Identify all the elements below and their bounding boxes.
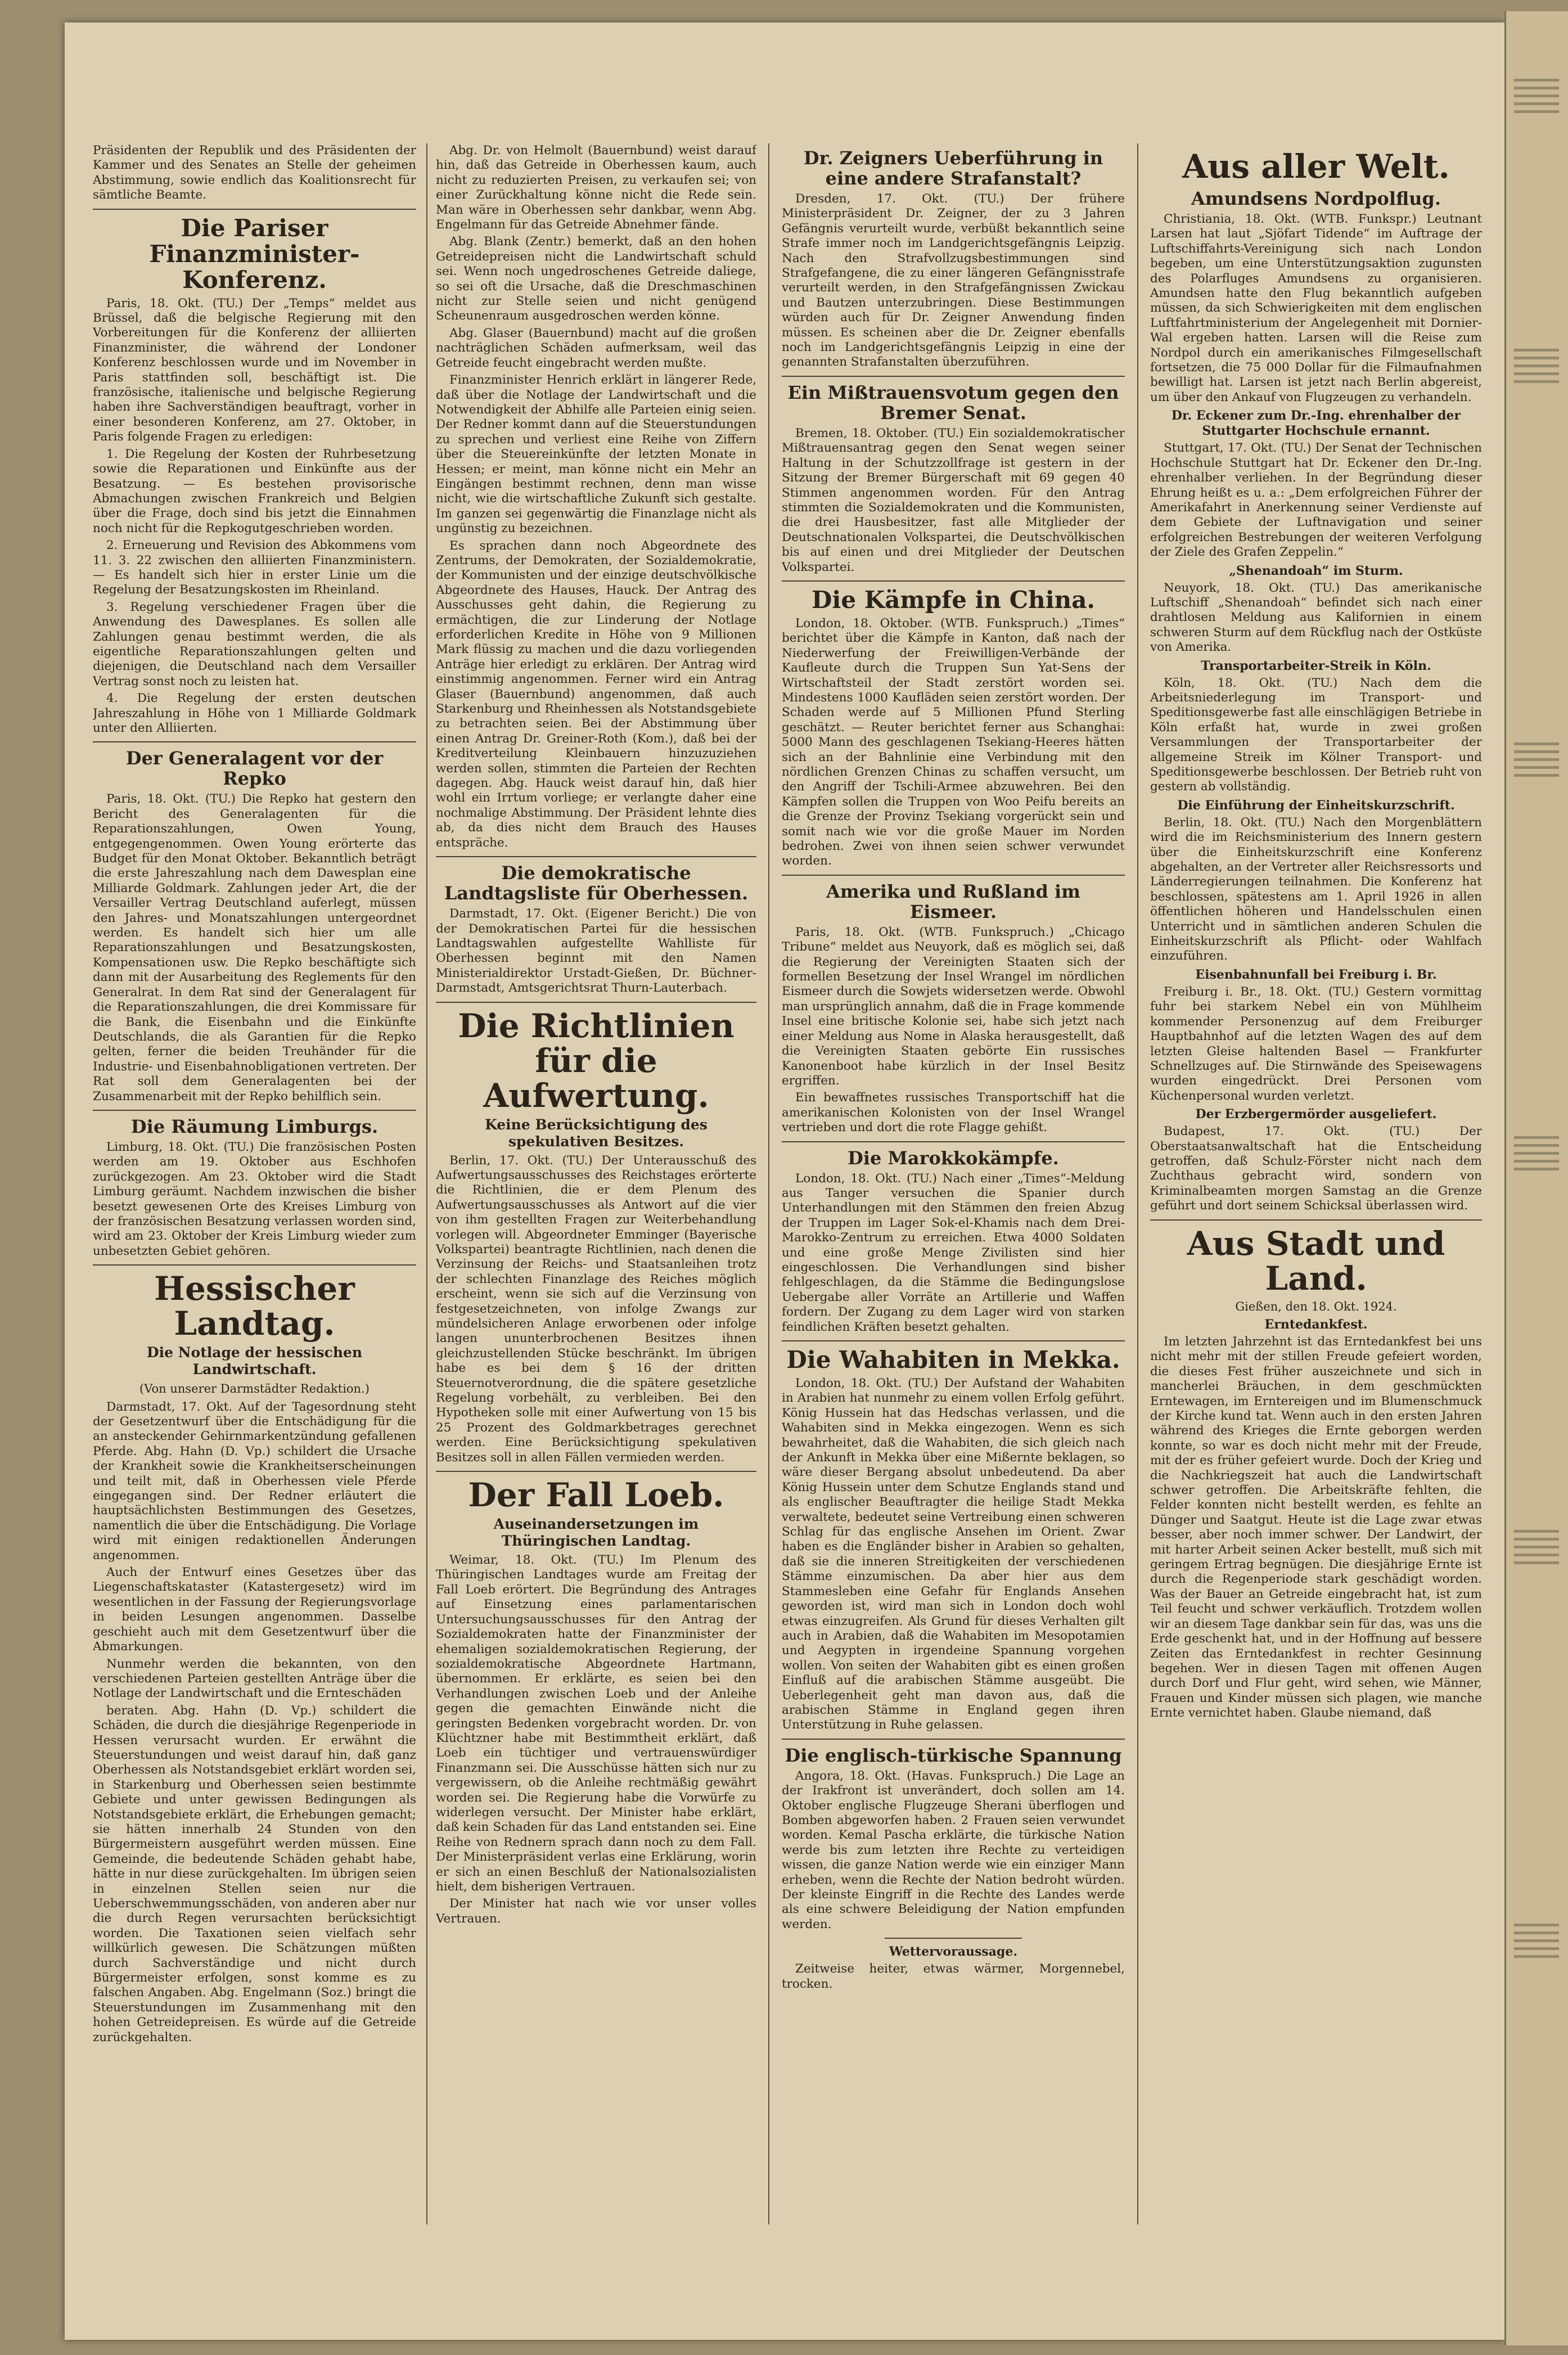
- headline-koeln: Transportarbeiter-Streik in Köln.: [1201, 658, 1431, 673]
- paragraph: Freiburg i. Br., 18. Okt. (TU.) Gestern vormittag fuhr bei starkem Nebel ein von Mühlheim kommender Personenzug auf dem Freiburger Hauptbahnhof auf die letzten Wagen des auf dem letzten Gleise haltenden Basel — Frankfurter Schnellzuges auf. Die Stirnwände des Speisewagens wurden eingedrückt. Drei Personen vom Küchenpersonal wurden verletzt.: [1150, 984, 1482, 1103]
- headline-erzberger: Der Erzbergermörder ausgeliefert.: [1195, 1107, 1437, 1122]
- headline-landtag: Hessischer Landtag.: [154, 1269, 355, 1343]
- headline-bremen: Ein Mißtrauensvotum gegen den Bremer Senat.: [787, 381, 1119, 424]
- paragraph: Zeitweise heiter, etwas wärmer, Morgennebel, trocken.: [782, 1962, 1125, 1991]
- column-rule: [1137, 143, 1138, 2225]
- paragraph: beraten. Abg. Hahn (D. Vp.) schildert die Schäden, die durch die diesjährige Regenperiode in Hessen verursacht wurden. Er erwähnt die Steuerstundungen und weist darauf hin, daß ganz Oberhessen als Notstandsgebiet erklärt worden sei, in Starkenburg und Oberhessen seien bestimmte Gebiete und unter gewissen Bedingungen als Notstandsgebiete erklärt, die Erhebungen gemacht; sie hätten innerhalb 24 Stunden von den Bürgermeistern ausgeführt werden müssen. Eine Gemeinde, die bedeutende Schäden gehabt habe, hätte in nur diese zurückgehalten. Im übrigen seien in einzelnen Stellen seien nur die Ueberschwemmungsschäden, von anderen aber nur die durch Regen verursachten berücksichtigt worden. Die Taxationen seien vielfach sehr willkürlich gewesen. Die Schätzungen müßten durch Sachverständige und nicht durch Bürgermeister erfolgen, sonst komme es zu falschen Angaben. Abg. Engelmann (Soz.) bringt die Steuerstundungen im Zusammenhang mit den hohen Getreidepreisen. Es würde auf die Getreide zurückgehalten.: [93, 1703, 416, 2045]
- divider: [782, 580, 1125, 582]
- paragraph: Neuyork, 18. Okt. (TU.) Das amerikanische Luftschiff „Shenandoah“ befindet sich nach einer drahtlosen Meldung aus Kalifornien in einem schweren Sturm auf dem Rückflug nach der Ostküste von Amerika.: [1150, 580, 1482, 655]
- paragraph: Stuttgart, 17. Okt. (TU.) Der Senat der Technischen Hochschule Stuttgart hat Dr. Eckener den Dr.-Ing. ehrenhalber verliehen. In der Begründung dieser Ehrung heißt es u. a.: „Dem erfolgreichen Führer der Amerikafahrt in Anerkennung seiner Verdienste auf dem Gebiete der Luftnavigation und seiner erfolgreichen Bestrebungen der weiteren Verfolgung der Ziele des Grafen Zeppelin.“: [1150, 441, 1482, 560]
- paragraph: Abg. Blank (Zentr.) bemerkt, daß an den hohen Getreidepreisen nicht die Landwirtschaft schuld sei. Wenn noch ungedroschenes Getreide daliege, so sei oft die Ursache, daß die Dreschmaschinen nicht zur Stelle seien und nicht genügend Scheunenraum ausgedroschen werden könne.: [436, 235, 756, 323]
- subheadline: Auseinandersetzungen im Thüringischen Landtag.: [493, 1516, 699, 1550]
- paragraph: Finanzminister Henrich erklärt in längerer Rede, daß über die Notlage der Landwirtschaft und die Notwendigkeit der Abhilfe alle Parteien einig seien. Der Redner kommt dann auf die Steuerstundungen zu sprechen und verliest eine Reihe von Ziffern über die Steuereinkünfte der letzten Monate in Hessen; er meint, man könne nicht ein Mehr an Eingängen bestimmt rechnen, denn man wisse nicht, wie die wirtschaftliche Zukunft sich gestalte. Im ganzen sei gegenwärtig die Finanzlage nicht als ungünstig zu bezeichnen.: [436, 373, 756, 536]
- paragraph: Angora, 18. Okt. (Havas. Funkspruch.) Die Lage an der Irakfront ist unverändert, doch sollen am 14. Oktober englische Flugzeuge Sherani überflogen und Bomben abgeworfen haben. 2 Frauen seien verwundet worden. Kemal Pascha erklärte, die türkische Nation werde bis zum letzten ihre Rechte zu verteidigen wissen, die ganze Nation werde wie ein einziger Mann erheben, wenn die Rechte der Nation bedroht würden. Der kleinste Eingriff in die Rechte des Landes werde als eine schwere Beleidigung der Nation empfunden werden.: [782, 1768, 1125, 1931]
- paragraph: Berlin, 18. Okt. (TU.) Nach den Morgenblättern wird die im Reichsministerium des Innern gestern über die Einheitskurzschrift eine Konferenz abgehalten, an der Vertreter aller Reichsressorts und Länderregierungen teilnahmen. Die Konferenz hat beschlossen, spätestens am 1. April 1926 in allen öffentlichen höheren und Handelsschulen einen Unterricht und in sämtlichen anderen Schulen die Einheitskurzschrift als Pflicht- oder Wahlfach einzuführen.: [1150, 815, 1482, 963]
- column-2: [436, 143, 756, 2236]
- headline-kurzschrift: Die Einführung der Einheitskurzschrift.: [1177, 798, 1455, 813]
- paragraph: Abg. Glaser (Bauernbund) macht auf die großen nachträglichen Schäden aufmerksam, weil das Getreide feucht eingebracht werden mußte.: [436, 326, 756, 370]
- column-1: [93, 143, 416, 2236]
- divider: [782, 376, 1125, 377]
- paragraph: Weimar, 18. Okt. (TU.) Im Plenum des Thüringischen Landtages wurde am Freitag der Fall Loeb erörtert. Die Begründung des Antrages auf Einsetzung eines parlamentarischen Untersuchungsausschusses für den Antrag der Sozialdemokraten hatte der Finanzminister der ehemaligen sozialdemokratischen Regierung, der sozialdemokratische Abgeordnete Hartmann, übernommen. Er erklärte, es seien bei den Verhandlungen zwischen Loeb und der Anleihe gegen die gemachten Einwände nicht die geringsten Bedenken vorgebracht worden. Dr. von Klüchtzner habe mit Bestimmtheit erklärt, daß Loeb ein tüchtiger und vertrauenswürdiger Finanzmann sei. Die Ausschüsse hätten sich nur zu vergewissern, ob die Anleihe rechtmäßig gewährt worden sei. Die Regierung habe die Vorwürfe zu widerlegen versucht. Der Minister habe erklärt, daß kein Schaden für das Land entstanden sei. Eine Reihe von Rednern sprach dann noch zu dem Fall. Der Ministerpräsident verlas eine Erklärung, worin er sich an einen Beschluß der Nationalsozialisten hielt, dem bisherigen Vertrauen.: [436, 1553, 756, 1894]
- byline: (Von unserer Darmstädter Redaktion.): [139, 1382, 370, 1396]
- headline-freiburg: Eisenbahnunfall bei Freiburg i. Br.: [1195, 967, 1437, 982]
- paragraph: Ein bewaffnetes russisches Transportschiff hat die amerikanischen Kolonisten von der Insel Wrangel vertrieben und dort die rote Flagge gehißt.: [782, 1091, 1125, 1135]
- divider: [782, 1141, 1125, 1142]
- subheadline: Die Notlage der hessischen Landwirtschaft.: [146, 1344, 363, 1378]
- headline-aufwertung: Die Richtlinien für die Aufwertung.: [458, 1006, 735, 1115]
- paragraph: Darmstadt, 17. Okt. Auf der Tagesordnung steht der Gesetzentwurf über die Entschädigung für die an ansteckender Gehirnmarkentzündung gefallenen Pferde. Abg. Hahn (D. Vp.) schildert die Ursache der Krankheit sowie die Krankheitserscheinungen und teilt mit, daß in Oberhessen viele Pferde eingegangen sind. Der Redner erläutert die hauptsächlichsten Bestimmungen des Gesetzes, namentlich die über die Entschädigung. Die Vorlage wird mit einigen redaktionellen Änderungen angenommen.: [93, 1399, 416, 1563]
- divider: [885, 1938, 1022, 1939]
- divider: [436, 1471, 756, 1472]
- headline-finanzminister: Die Pariser Finanzminister-Konferenz.: [149, 214, 360, 294]
- divider: [93, 1264, 416, 1266]
- paragraph: Berlin, 17. Okt. (TU.) Der Unterausschuß des Aufwertungsausschusses des Reichstages erörterte die Richtlinien, die er dem Plenum des Aufwertungsausschusses als Antwort auf die vier von ihm gestellten Fragen zur Weiterbehandlung vorlegen will. Abgeordneter Emminger (Bayerische Volkspartei) beantragte Richtlinien, nach denen die Verzinsung der Reichs- und Staatsanleihen trotz der schlechten Finanzlage des Reiches möglich erscheint, wenn sie sich auf die Verzinsung von festgesetzeichneten, von infolge Zwangs zur mündelsicheren Anlage erworbenen oder infolge langen ununterbrochenen Besitzes ihnen gleichzustellenden Stücke beschränkt. Im übrigen habe es bei dem § 16 der dritten Steuernotverordnung, die die spätere gesetzliche Regelung vorbehält, zu verbleiben. Bei den Hypotheken solle mit einer Aufwertung von 15 bis 25 Prozent des Goldmarkbetrages gerechnet werden. Eine Berücksichtigung spekulativen Besitzes soll in allen Fällen vermieden werden.: [436, 1153, 756, 1465]
- headline-eismeer: Amerika und Rußland im Eismeer.: [826, 880, 1080, 922]
- subheadline: Keine Berücksichtigung des spekulativen Besitzes.: [485, 1116, 708, 1150]
- paragraph: Darmstadt, 17. Okt. (Eigener Bericht.) Die von der Demokratischen Partei für die hessischen Landtagswahlen aufgestellte Wahlliste für Oberhessen beginnt mit den Namen Ministerialdirektor Urstadt-Gießen, Dr. Büchner-Darmstadt, Amtsgerichtsrat Thurn-Lauterbach.: [436, 907, 756, 996]
- headline-landtagsliste: Die demokratische Landtagsliste für Oberhessen.: [444, 862, 749, 904]
- divider: [782, 1340, 1125, 1341]
- divider: [93, 209, 416, 210]
- paragraph: Limburg, 18. Okt. (TU.) Die französischen Posten werden am 19. Oktober aus Eschhofen zurückgezogen. Am 23. Oktober wird die Stadt Limburg geräumt. Nachdem inzwischen die bisher besetzt gewesenen Orte des Kreises Limburg von der französischen Besatzung verlassen worden sind, wird am 23. Oktober der Kreis Limburg wieder zum unbesetzten Gebiet gehören.: [93, 1140, 416, 1258]
- paragraph: Paris, 18. Okt. (TU.) Die Repko hat gestern den Bericht des Generalagenten für die Reparationszahlungen, Owen Young, entgegengenommen. Owen Young erörterte das Budget für den Monat Oktober. Bekanntlich beträgt die erste Jahreszahlung nach dem Dawesplan eine Milliarde Goldmark. Zahlungen jeder Art, die der Versailler Vertrag Deutschland auferlegt, müssen den Jahres- und Monatszahlungen untergeordnet werden. Es handelt sich hier um alle Reparationszahlungen und Besatzungskosten, Kompensationen usw. Die Repko beschäftigte sich dann mit der Ausarbeitung des Reglements für den Generalrat. In dem Rat sind der Generalagent für die Reparationszahlungen, die drei Kommissare für die Bank, die Eisenbahn und die Einkünfte Deutschlands, die als Garantien für die Repko gelten, ferner die beiden Treuhänder für die Industrie- und Eisenbahnobligationen vertreten. Der Rat soll dem Generalagenten bei der Zusammenarbeit mit der Repko behilflich sein.: [93, 792, 416, 1104]
- divider: [93, 1110, 416, 1111]
- adjacent-page-edge: [1504, 11, 1568, 2345]
- paragraph: Paris, 18. Okt. (TU.) Der „Temps“ meldet aus Brüssel, daß die belgische Regierung mit den Vorbereitungen für die Konferenz der alliierten Finanzminister, die während der Londoner Konferenz beschlossen wurde und im November in Paris stattfinden soll, beschäftigt ist. Die französische, italienische und belgische Regierung haben ihre Sachverständigen beauftragt, vorher in einer besonderen Konferenz, am 27. Oktober, in Paris folgende Fragen zu erledigen:: [93, 296, 416, 444]
- paragraph: Nunmehr werden die bekannten, von den verschiedenen Parteien gestellten Anträge über die Notlage der Landwirtschaft und die Ernteschäden: [93, 1656, 416, 1701]
- paragraph: 3. Regelung verschiedener Fragen über die Anwendung des Dawesplanes. Es sollen alle Zahlungen genau bestimmt werden, die als eigentliche Reparationszahlungen gelten und diejenigen, die Deutschland nach dem Versailler Vertrag sonst noch zu leisten hat.: [93, 600, 416, 688]
- divider: [1150, 1219, 1482, 1221]
- headline-eckener: Dr. Eckener zum Dr.-Ing. ehrenhalber der Stuttgarter Hochschule ernannt.: [1171, 408, 1461, 439]
- paragraph: Christiania, 18. Okt. (WTB. Funkspr.) Leutnant Larsen hat laut „Sjöfart Tidende“ im Auftrage der Luftschiffahrts-Vereinigung sich nach London begeben, um eine Unterstützungsaktion zugunsten des Polarfluges Amundsens zu organisieren. Amundsen hatte den Flug bekanntlich aufgeben müssen, da sich Schwierigkeiten mit dem englischen Luftfahrtministerium der Angelegenheit mit Dornier-Wal ergeben hatten. Larsen will die Reise zum Nordpol durch ein amerikanisches Filmgesellschaft fortsetzen, die 75 000 Dollar für die Filmaufnahmen bewilligt hat. Larsen ist jetzt nach Berlin abgereist, um über den Ankauf von Flugzeugen zu verhandeln.: [1150, 212, 1482, 404]
- intro-text: Präsidenten der Republik und des Präsidenten der Kammer und des Senates an Stelle der geheimen Abstimmung, sowie endlich das Koalitionsrecht für sämtliche Beamte.: [93, 143, 416, 202]
- paragraph: London, 18. Okt. (TU.) Der Aufstand der Wahabiten in Arabien hat nunmehr zu einem vollen Erfolg geführt. König Hussein hat das Hedschas verlassen, und die Wahabiten sind in Mekka eingezogen. Wenn es sich bewahrheitet, daß die Wahabiten, die sich gleich nach der Ankunft in Mekka über eine Mißernte beklagen, so wäre dieser Bergang absolut unbedeutend. Da aber König Hussein unter dem Schutze Englands stand und als englischer Beauftragter die heilige Stadt Mekka verwaltete, bedeutet seine Vertreibung einen schweren Schlag für das englische Ansehen im Orient. Zwar haben es die Engländer bisher in Arabien so gehalten, daß sie die inneren Streitigkeiten der verschiedenen Stämme einzumischen. Da aber hier aus dem Stammesleben eine Gefahr für Englands Ansehen geworden ist, wird man sich in London doch wohl etwas einzugreifen. Als Grund für dieses Verhalten gilt auch in Arabien, daß die Wahabiten im Mesopotamien und Aegypten in irgendeine Spannung vorgehen wollen. Von seiten der Wahabiten gibt es einen großen Einfluß auf die arabischen Stämme ausgeübt. Die Ueberlegenheit geht man davon aus, daß die arabischen Stämme in England gegen ihren Unterstützung in Ruhe gelassen.: [782, 1376, 1125, 1732]
- paragraph: Auch der Entwurf eines Gesetzes über das Liegenschaftskataster (Katastergesetz) wird im wesentlichen in der Fassung der Regierungsvorlage in beiden Lesungen angenommen. Dasselbe geschieht auch mit dem Gesetzentwurf über die Abmarkungen.: [93, 1565, 416, 1654]
- paragraph: London, 18. Oktober. (WTB. Funkspruch.) „Times“ berichtet über die Kämpfe in Kanton, daß nach der Niederwerfung der Freiwilligen-Verbände der Kaufleute durch die Truppen Sun Yat-Sens der Wirtschaftsteil der Stadt zerstört worden sei. Mindestens 1000 Kaufläden seien zerstört worden. Der Schaden werde auf 5 Millionen Pfund Sterling geschätzt. — Reuter berichtet ferner aus Schanghai: 5000 Mann des geschlagenen Tsekiang-Heeres hätten sich an der Bahnlinie eine Verbindung mit den nördlichen Grenzen Chinas zu schaffen versucht, um den Angriff der Tschili-Armee abzuwehren. Bei den Kämpfen sollen die Truppen von Woo Peifu bereits an die Grenze der Provinz Tsekiang vorgerückt sein und somit nach wie vor die große Mauer im Norden bedrohen. Zwei von ihnen seien schwer verwundet worden.: [782, 616, 1125, 868]
- paragraph: Im letzten Jahrzehnt ist das Erntedankfest bei uns nicht mehr mit der stillen Freude gefeiert worden, die dieses Fest früher auszeichnete und sich in mancherlei Bräuchen, in dem geschmückten Erntewagen, im Erntereigen und im Blumenschmuck der Kirche kund tat. Wenn auch in den ersten Jahren während des Krieges die Ernte geborgen werden konnte, so war es doch nicht mehr mit der Freude, mit der es früher gefeiert wurde. Doch der Krieg und die Nachkriegszeit hat auch die Landwirtschaft schwer getroffen. Die Arbeitskräfte fehlten, die Felder konnten nicht bestellt werden, es fehlte an Dünger und Saatgut. Heute ist die Lage zwar etwas besser, aber noch immer schwer. Der Landwirt, der mit harter Arbeit seinen Acker bestellt, muß sich mit geringem Ertrag begnügen. Die diesjährige Ernte ist durch die Regenperiode stark geschädigt worden. Was der Bauer an Getreide eingebracht hat, ist zum Teil feucht und schwer verkäuflich. Trotzdem wollen wir an diesem Tage dankbar sein für das, was uns die Erde geschenkt hat, und in der Hoffnung auf bessere Zeiten das Erntedankfest in rechter Gesinnung begehen. Wer in diesen Tagen mit offenen Augen durch Dorf und Flur geht, wird sehen, wie Männer, Frauen und Kinder müssen sich plagen, wie manche Ernte vernichtet haben. Glaube niemand, daß: [1150, 1334, 1482, 1721]
- paragraph: 2. Erneuerung und Revision des Abkommens vom 11. 3. 22 zwischen den alliierten Finanzministern. — Es handelt sich hier in erster Linie um die Regelung der Besatzungskosten im Rheinland.: [93, 538, 416, 597]
- column-rule: [768, 143, 769, 2225]
- paragraph: Dresden, 17. Okt. (TU.) Der frühere Ministerpräsident Dr. Zeigner, der zu 3 Jahren Gefängnis verurteilt wurde, verbüßt bekanntlich seine Strafe immer noch im Landgerichtsgefängnis Leipzig. Nach den Strafvollzugsbestimmungen sind Strafgefangene, die zu einer längeren Gefängnisstrafe verurteilt werden, in den Strafgefängnissen Zwickau und Bautzen unterzubringen. Diese Bestimmungen würden auch für Dr. Zeigner Anwendung finden müssen. Es scheinen aber die Dr. Zeigner ebenfalls noch im Landgerichtsgefängnis Leipzig in eine der genannten Strafanstalten überzuführen.: [782, 192, 1125, 370]
- column-rule: [426, 143, 427, 2225]
- divider: [436, 1002, 756, 1003]
- headline-fall-loeb: Der Fall Loeb.: [468, 1476, 724, 1515]
- headline-amundsen: Amundsens Nordpolflug.: [1191, 188, 1441, 209]
- paragraph: 1. Die Regelung der Kosten der Ruhrbesetzung sowie die Reparationen und Einkünfte aus der Besatzung. — Es bestehen provisorische Abmachungen zwischen Frankreich und Belgien über die Frage, doch sind bis jetzt die Einnahmen noch nicht für die Repkogutgeschrieben worden.: [93, 447, 416, 535]
- paragraph: Bremen, 18. Oktober. (TU.) Ein sozialdemokratischer Mißtrauensantrag gegen den Senat wegen seiner Haltung in der Schutzzollfrage ist gestern in der Sitzung der Bremer Bürgerschaft mit 69 gegen 40 Stimmen angenommen worden. Für den Antrag stimmten die Sozialdemokraten und die Kommunisten, die drei Hausbesitzer, fast alle Mitglieder der Deutschnationalen Volkspartei, die Deutschvölkischen bis auf einen und drei Mitglieder der Deutschen Volkspartei.: [782, 426, 1125, 574]
- divider: [782, 875, 1125, 876]
- headline-limburg: Die Räumung Limburgs.: [130, 1115, 379, 1137]
- paragraph: London, 18. Okt. (TU.) Nach einer „Times“-Meldung aus Tanger versuchen die Spanier durch Unterhandlungen mit den Stämmen den freien Abzug der Truppen im Lager Sok-el-Khamis nach dem Drei-Marokko-Zentrum zu erreichen. Etwa 4000 Soldaten und eine große Menge Zivilisten sind hier eingeschlossen. Die Verhandlungen sind bisher fehlgeschlagen, da die Stämme die Bedingungslose Uebergabe aller Vorräte an Artillerie und Waffen fordern. Der Zugang zu dem Lager wird von starken feindlichen Kräften besetzt gehalten.: [782, 1171, 1125, 1334]
- paragraph: Budapest, 17. Okt. (TU.) Der Oberstaatsanwaltschaft hat die Entscheidung getroffen, daß Schulz-Förster nicht nach dem Zuchthaus gebracht wird, sondern von Kriminalbeamten morgen Samstag an die Grenze geführt und dort seinem Schicksal überlassen wird.: [1150, 1124, 1482, 1213]
- headline-shenandoah: „Shenandoah“ im Sturm.: [1229, 563, 1403, 578]
- headline-marokko: Die Marokkokämpfe.: [848, 1147, 1059, 1169]
- headline-wetter: Wettervoraussage.: [889, 1944, 1018, 1960]
- headline-erntedankfest: Erntedankfest.: [1264, 1317, 1368, 1332]
- paragraph: Es sprachen dann noch Abgeordnete des Zentrums, der Demokraten, der Sozialdemokratie, der Kommunisten und der einzige deutschvölkische Abgeordnete des Hauses, Hauck. Der Antrag des Ausschusses geht dahin, die Regierung zu ermächtigen, die zur Linderung der Notlage erforderlichen Kredite in Höhe von 9 Millionen Mark flüssig zu machen und die dazu vorliegenden Anträge hier erledigt zu erklären. Der Antrag wird einstimmig angenommen. Ferner wird ein Antrag Glaser (Bauernbund) angenommen, daß auch Starkenburg und Rheinhessen als Notstandsgebiete zu betrachten seien. Bei der Abstimmung über einen Antrag Dr. Greiner-Roth (Kom.), daß bei der Kreditverteilung Kleinbauern hinzuzuziehen werden sollen, stimmten die Parteien der Rechten dagegen. Abg. Hauck weist darauf hin, daß hier wohl ein Irrtum vorliege; er verlangte daher eine nochmalige Abstimmung. Der Präsident lehnte dies ab, da dies nicht dem Brauch des Hauses entspräche.: [436, 538, 756, 850]
- paragraph: 4. Die Regelung der ersten deutschen Jahreszahlung in Höhe von 1 Milliarde Goldmark unter den Alliierten.: [93, 691, 416, 735]
- column-3: [782, 143, 1125, 2236]
- column-4: [1150, 143, 1482, 2236]
- headline-repko: Der Generalagent vor der Repko: [125, 748, 384, 790]
- dateline: Gießen, den 18. Okt. 1924.: [1235, 1299, 1397, 1313]
- divider: [436, 856, 756, 857]
- headline-tuerkei: Die englisch-türkische Spannung: [785, 1744, 1122, 1766]
- paragraph: Köln, 18. Okt. (TU.) Nach dem die Arbeitsniederlegung im Transport- und Speditionsgewerbe fast alle einschlägigen Betriebe in Köln erfaßt hat, wurde in zwei großen Versammlungen der Transportarbeiter der allgemeine Streik im Kölner Transport- und Speditionsgewerbe beschlossen. Der Betrieb ruht von gestern ab vollständig.: [1150, 676, 1482, 794]
- headline-aus-aller-welt: Aus aller Welt.: [1182, 147, 1450, 186]
- paragraph: Abg. Dr. von Helmolt (Bauernbund) weist darauf hin, daß das Getreide in Oberhessen kaum, auch nicht zu reduzierten Preisen, zu verkaufen sei; von einer Zurückhaltung könne nicht die Rede sein. Man wäre in Oberhessen sehr dankbar, wenn Abg. Engelmann für das Getreide Abnehmer fände.: [436, 143, 756, 232]
- paragraph: Der Minister hat nach wie vor unser volles Vertrauen.: [436, 1897, 756, 1926]
- divider: [93, 741, 416, 742]
- headline-mekka: Die Wahabiten in Mekka.: [786, 1346, 1120, 1374]
- paragraph: Paris, 18. Okt. (WTB. Funkspruch.) „Chicago Tribune“ meldet aus Neuyork, daß es möglich sei, daß die Regierung der Vereinigten Staaten sich der formellen Besetzung der Insel Wrangel im nördlichen Eismeer durch die Sowjets widersetzen werde. Obwohl man ursprünglich annahm, daß die in Frage kommende Insel eine britische Kolonie sei, habe sich jetzt nach einer Meldung aus Nome in Alaska herausgestellt, daß die Vereinigten Staaten gebörte Ein russisches Kanonenboot habe kürzlich in der Insel Besitz ergriffen.: [782, 925, 1125, 1088]
- headline-china: Die Kämpfe in China.: [811, 586, 1096, 614]
- divider: [782, 1739, 1125, 1740]
- headline-stadt-und-land: Aus Stadt und Land.: [1187, 1224, 1445, 1298]
- headline-zeigner: Dr. Zeigners Ueberführung in eine andere Strafanstalt?: [803, 147, 1103, 189]
